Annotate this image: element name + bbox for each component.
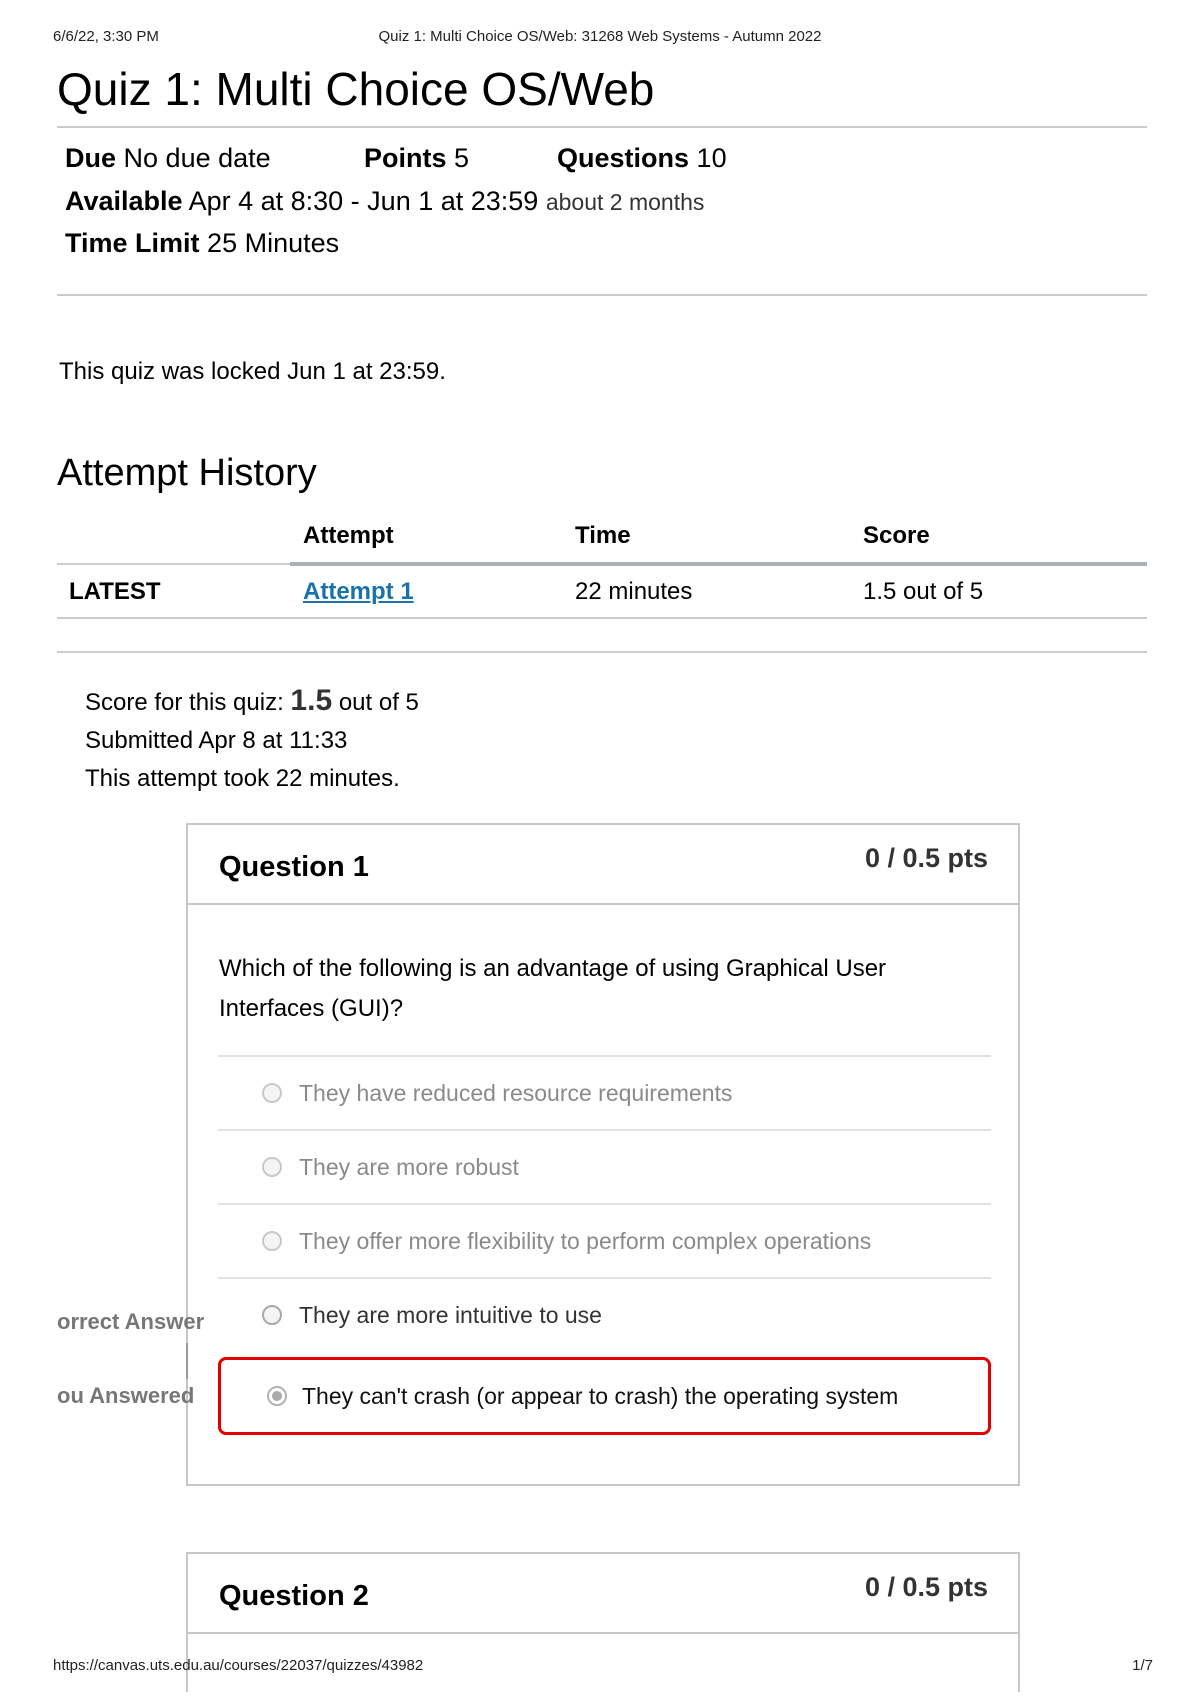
points-label: Points <box>364 143 447 173</box>
radio-selected-icon[interactable] <box>267 1386 287 1406</box>
radio-icon[interactable] <box>262 1231 282 1251</box>
table-row-divider <box>57 617 1147 619</box>
answer-option-correct[interactable] <box>218 1277 991 1351</box>
answer-label: They can't crash (or appear to crash) the operating system <box>302 1383 899 1409</box>
attempt-history-title: Attempt History <box>57 452 317 494</box>
you-answered-label: ou Answered <box>57 1383 195 1408</box>
indicator-bar <box>186 1343 188 1379</box>
question-2-header <box>188 1554 1018 1634</box>
available-duration: about 2 months <box>545 189 705 215</box>
question-1-points: 0 / 0.5 pts <box>864 843 988 873</box>
print-url: https://canvas.uts.edu.au/courses/22037/quizzes/43982 <box>53 1657 424 1674</box>
duration-line: This attempt took 22 minutes. <box>85 765 400 792</box>
score-prefix: Score for this quiz: <box>85 689 284 716</box>
submitted-line: Submitted Apr 8 at 11:33 <box>85 727 348 754</box>
points-field <box>364 143 469 174</box>
answer-label: They offer more flexibility to perform complex operations <box>299 1228 872 1254</box>
attempt-score: 1.5 out of 5 <box>863 578 984 605</box>
due-label: Due <box>65 143 117 173</box>
quiz-details-row-2 <box>65 186 704 217</box>
questions-value: 10 <box>696 143 727 173</box>
print-footer <box>0 1657 1200 1677</box>
due-field <box>65 143 271 174</box>
attempt-column-header: Attempt <box>303 522 394 549</box>
print-doc-title: Quiz 1: Multi Choice OS/Web: 31268 Web Systems - Autumn 2022 <box>378 28 822 45</box>
answer-label: They are more robust <box>299 1154 519 1180</box>
question-1-card <box>186 823 1020 1486</box>
available-label: Available <box>65 186 183 216</box>
page-title: Quiz 1: Multi Choice OS/Web <box>57 63 655 115</box>
question-1-text: Which of the following is an advantage of using Graphical User Interfaces (GUI)? <box>219 955 887 1022</box>
questions-field <box>557 143 727 174</box>
question-1-title: Question 1 <box>219 851 369 883</box>
points-value: 5 <box>454 143 470 173</box>
time-limit-label: Time Limit <box>65 228 200 258</box>
question-1-answers <box>218 1055 991 1435</box>
answer-option[interactable] <box>218 1203 991 1277</box>
radio-icon[interactable] <box>262 1157 282 1177</box>
answer-option[interactable] <box>218 1055 991 1129</box>
title-divider <box>57 126 1147 128</box>
radio-icon[interactable] <box>262 1083 282 1103</box>
score-value: 1.5 <box>290 684 333 717</box>
table-header-divider <box>290 562 1147 566</box>
latest-tag: LATEST <box>69 578 161 605</box>
table-header-divider-left <box>57 563 290 565</box>
quiz-details-row-3 <box>65 228 339 259</box>
attempt-time: 22 minutes <box>575 578 693 605</box>
question-2-title: Question 2 <box>219 1580 369 1612</box>
available-value: Apr 4 at 8:30 - Jun 1 at 23:59 <box>188 186 539 216</box>
score-line <box>85 682 419 722</box>
attempt-1-link[interactable]: Attempt 1 <box>303 578 414 605</box>
print-header <box>0 28 1200 48</box>
answer-label: They are more intuitive to use <box>299 1302 602 1328</box>
questions-label: Questions <box>557 143 690 173</box>
question-2-points: 0 / 0.5 pts <box>864 1572 988 1602</box>
answer-label: They have reduced resource requirements <box>299 1080 733 1106</box>
print-page-number: 1/7 <box>1132 1657 1153 1674</box>
score-summary <box>85 682 419 798</box>
correct-answer-label: orrect Answer <box>57 1309 205 1334</box>
question-1-header <box>188 825 1018 905</box>
time-limit-value: 25 Minutes <box>207 228 340 258</box>
details-divider <box>57 294 1147 296</box>
score-column-header: Score <box>863 522 930 549</box>
answer-option[interactable] <box>218 1129 991 1203</box>
due-value: No due date <box>123 143 271 173</box>
answer-option-selected[interactable] <box>218 1357 991 1435</box>
print-date: 6/6/22, 3:30 PM <box>53 28 159 45</box>
locked-note: This quiz was locked Jun 1 at 23:59. <box>59 358 446 385</box>
radio-icon[interactable] <box>262 1305 282 1325</box>
score-suffix: out of 5 <box>338 689 419 716</box>
history-divider <box>57 651 1147 653</box>
time-column-header: Time <box>575 522 631 549</box>
